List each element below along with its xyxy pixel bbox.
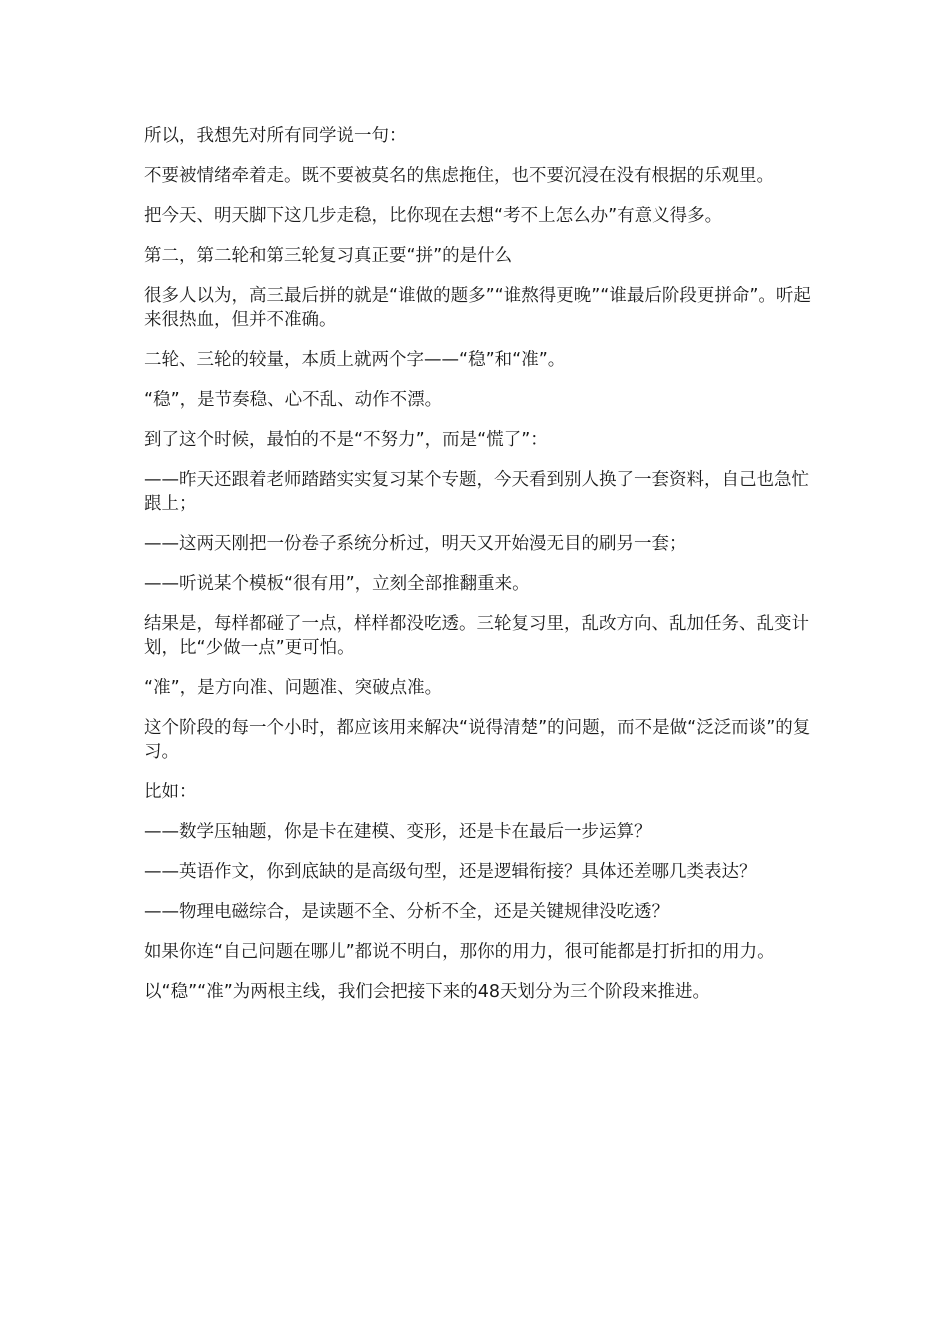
paragraph-1: 所以，我想先对所有同学说一句： xyxy=(144,126,407,146)
list-item-3: ——听说某个模板“很有用”，立刻全部推翻重来。 xyxy=(144,574,530,594)
paragraph-19: 如果你连“自己问题在哪儿”都说不明白，那你的用力，很可能都是打折扣的用力。 xyxy=(144,942,775,962)
document-body xyxy=(144,124,814,1020)
paragraph-2: 不要被情绪牵着走。既不要被莫名的焦虑拖住，也不要沉浸在没有根据的乐观里。 xyxy=(144,166,774,186)
list-item-5: ——英语作文，你到底缺的是高级句型，还是逻辑衔接？具体还差哪几类表达？ xyxy=(144,862,757,882)
paragraph-6: 二轮、三轮的较量，本质上就两个字——“稳”和“准”。 xyxy=(144,350,566,370)
paragraph-7: “稳”，是节奏稳、心不乱、动作不漂。 xyxy=(144,390,443,410)
list-item-4: ——数学压轴题，你是卡在建模、变形，还是卡在最后一步运算？ xyxy=(144,822,652,842)
paragraph-20: 以“稳”“准”为两根主线，我们会把接下来的48天划分为三个阶段来推进。 xyxy=(144,982,711,1002)
paragraph-3: 把今天、明天脚下这几步走稳，比你现在去想“考不上怎么办”有意义得多。 xyxy=(144,206,723,226)
paragraph-13: “准”，是方向准、问题准、突破点准。 xyxy=(144,678,443,698)
paragraph-14: 这个阶段的每一个小时，都应该用来解决“说得清楚”的问题，而不是做“泛泛而谈”的复习。 xyxy=(144,718,811,762)
paragraph-15: 比如： xyxy=(144,782,197,802)
paragraph-12: 结果是，每样都碰了一点，样样都没吃透。三轮复习里，乱改方向、乱加任务、乱变计划，比“少做一点”更可怕。 xyxy=(144,614,809,658)
list-item-6: ——物理电磁综合，是读题不全、分析不全，还是关键规律没吃透？ xyxy=(144,902,669,922)
list-item-1: ——昨天还跟着老师踏踏实实复习某个专题，今天看到别人换了一套资料，自己也急忙跟上； xyxy=(144,470,809,514)
paragraph-8: 到了这个时候，最怕的不是“不努力”，而是“慌了”： xyxy=(144,430,548,450)
section-heading: 第二，第二轮和第三轮复习真正要“拼”的是什么 xyxy=(144,246,513,266)
paragraph-5: 很多人以为，高三最后拼的就是“谁做的题多”“谁熬得更晚”“谁最后阶段更拼命”。听起来很热血，但并不准确。 xyxy=(144,286,811,330)
list-item-2: ——这两天刚把一份卷子系统分析过，明天又开始漫无目的刷另一套； xyxy=(144,534,687,554)
